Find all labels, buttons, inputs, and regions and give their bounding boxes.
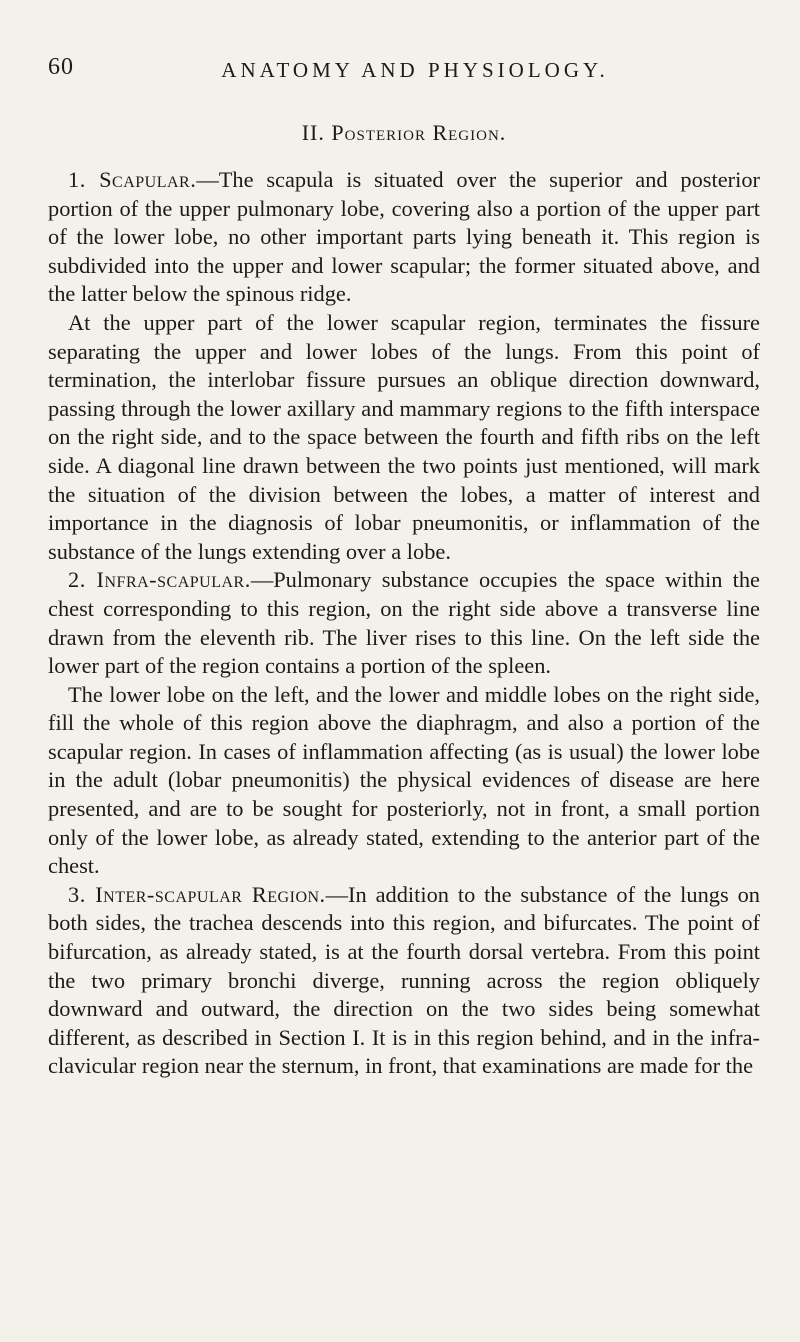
body-text [48,166,760,1081]
page-number: 60 [48,54,74,80]
paragraph-scapular [48,166,760,309]
paragraph-text: At the upper part of the lower scapular region, terminates the fissure separating the upper and lower lobes of the lungs. From this point of termination, the interlobar fissure pursues an oblique direction downward, passing through the lower axillary and mammary regions to the fifth interspace on the right side, and to the space between the fourth and fifth ribs on the left side. A diagonal line drawn between the two points just mentioned, will mark the situation of the division between the lobes, a matter of interest and importance in the diagnosis of lobar pneumonitis, or inflammation of the substance of the lungs extending over a lobe. [48,309,760,564]
running-title: ANATOMY AND PHYSIOLOGY. [221,58,609,82]
paragraph-lower-lobes [48,681,760,881]
paragraph-lead: 3. Inter-scapular Region. [68,881,326,907]
paragraph-text: The lower lobe on the left, and the lower and middle lobes on the right side, fill the whole of this region above the diaphragm, and also a portion of the scapular region. In cases of inflammation affecting (as is usual) the lower lobe in the adult (lobar pneumonitis) the physical evidences of disease are here presented, and are to be sought for posteriorly, not in front, a small portion only of the lower lobe, as already stated, extending to the anterior part of the chest. [48,681,760,879]
paragraph-lead: 1. Scapular. [68,167,197,192]
paragraph-infra-scapular [48,566,760,680]
paragraph-interlobar-fissure [48,309,760,566]
section-heading: II. Posterior Region. [301,120,507,145]
running-head [48,48,760,82]
paragraph-inter-scapular [48,881,760,1081]
paragraph-lead: 2. Infra-scapular. [68,567,251,593]
paragraph-text: —The scapula is situated over the superior and posterior portion of the upper pulmonary lobe, covering also a portion of the upper part of the lower lobe, no other important parts lying beneath it. This region is subdivided into the upper and lower scapular; the former situated above, and the latter below the spinous ridge. [48,167,760,307]
paragraph-text: —Pulmonary substance occupies the space within the chest corresponding to this region, on the right side above a transverse line drawn from the eleventh rib. The liver rises to this line. On the left side the lower part of the region contains a portion of the spleen. [48,567,760,679]
paragraph-text: —In addition to the substance of the lungs on both sides, the trachea descends into this region, and bifurcates. The point of bifurcation, as already stated, is at the fourth dorsal vertebra. From this point the two primary bronchi diverge, running across the region obliquely downward and outward, the direction on the two sides being somewhat different, as described in Section I. It is in this region behind, and in the infra-clavicular region near the sternum, in front, that examinations are made for the [48,881,760,1079]
